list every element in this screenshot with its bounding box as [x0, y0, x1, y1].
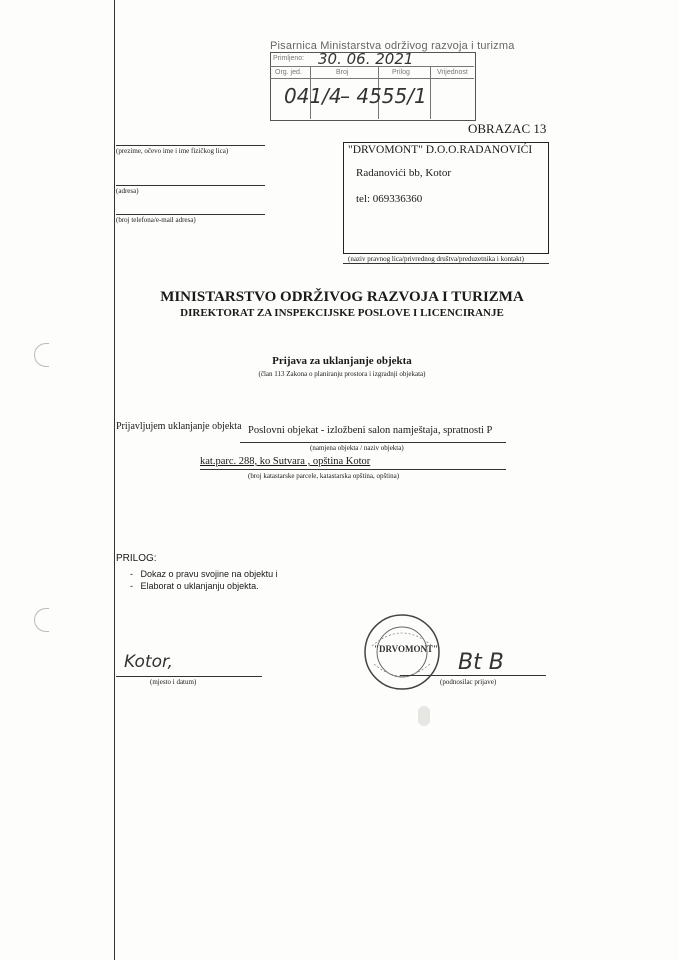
attachment-item: - Elaborat o uklanjanju objekta.	[130, 581, 259, 591]
object-caption: (namjena objekta / naziv objekta)	[310, 444, 404, 452]
punch-hole	[34, 608, 49, 632]
registry-stamp-title: Pisarnica Ministarstva održivog razvoja i turizma	[270, 40, 515, 52]
company-phone: tel: 069336360	[356, 193, 423, 205]
ministry-name: MINISTARSTVO ODRŽIVOG RAZVOJA I TURIZMA	[160, 289, 524, 305]
company-caption: (naziv pravnog lica/privrednog društva/preduzetnika i kontakt)	[348, 255, 524, 263]
signature-line	[400, 675, 546, 676]
faint-mark	[418, 706, 430, 726]
name-field-label: (prezime, očevo ime i ime fizičkog lica)	[116, 147, 229, 155]
attachment-item: - Dokaz o pravu svojine na objektu i	[130, 569, 278, 579]
address-field-line	[116, 185, 265, 186]
signature: Bt B	[458, 650, 504, 675]
directorate-name: DIREKTORAT ZA INSPEKCIJSKE POSLOVE I LICENCIRANJE	[180, 307, 504, 319]
report-label: Prijavljujem uklanjanje objekta	[116, 421, 242, 432]
object-description: Poslovni objekat - izložbeni salon namještaja, spratnosti P	[248, 425, 493, 436]
form-subtitle: (član 113 Zakona o planiranju prostora i izgradnji objekata)	[258, 370, 426, 378]
stamp-received-date: 30. 06. 2021	[318, 50, 414, 68]
stamp-col-value: Vrijednost	[437, 69, 468, 76]
parcel-line	[200, 469, 506, 470]
object-line	[240, 442, 506, 443]
form-title: Prijava za uklanjanje objekta	[272, 355, 412, 367]
place-date-line	[116, 676, 262, 677]
punch-hole	[34, 343, 49, 367]
attachments-heading: PRILOG:	[116, 553, 157, 564]
submitter-caption: (podnosilac prijave)	[440, 678, 497, 686]
stamp-col-attachment: Prilog	[392, 69, 410, 76]
stamp-divider	[430, 66, 431, 119]
attachment-item-text: Elaborat o uklanjanju objekta.	[140, 581, 259, 591]
form-code: OBRAZAC 13	[468, 121, 547, 136]
place-handwritten: Kotor,	[124, 652, 173, 672]
phone-field-line	[116, 214, 265, 215]
phone-field-label: (broj telefona/e-mail adresa)	[116, 216, 196, 224]
parcel-info: kat.parc. 288, ko Sutvara , opština Kotor	[200, 456, 371, 467]
seal-text: "DRVOMONT"	[374, 644, 438, 654]
stamp-org-code: 041/4	[284, 84, 342, 108]
place-date-caption: (mjesto i datum)	[150, 678, 197, 686]
attachment-item-text: Dokaz o pravu svojine na objektu i	[140, 569, 278, 579]
stamp-received-label: Primljeno:	[273, 55, 305, 62]
company-address: Radanovići bb, Kotor	[356, 167, 452, 179]
company-caption-line	[343, 263, 549, 264]
margin-line	[114, 0, 115, 960]
address-field-label: (adresa)	[116, 187, 139, 195]
company-name: "DRVOMONT" D.O.O.RADANOVIĆI	[348, 144, 533, 156]
stamp-col-org: Org. jed.	[275, 69, 302, 76]
stamp-reg-number: – 4555/1	[340, 84, 427, 108]
stamp-col-number: Broj	[336, 69, 349, 76]
name-field-line	[116, 145, 265, 146]
parcel-caption: (broj katastarske parcele, katastarska opština, opština)	[248, 472, 400, 480]
